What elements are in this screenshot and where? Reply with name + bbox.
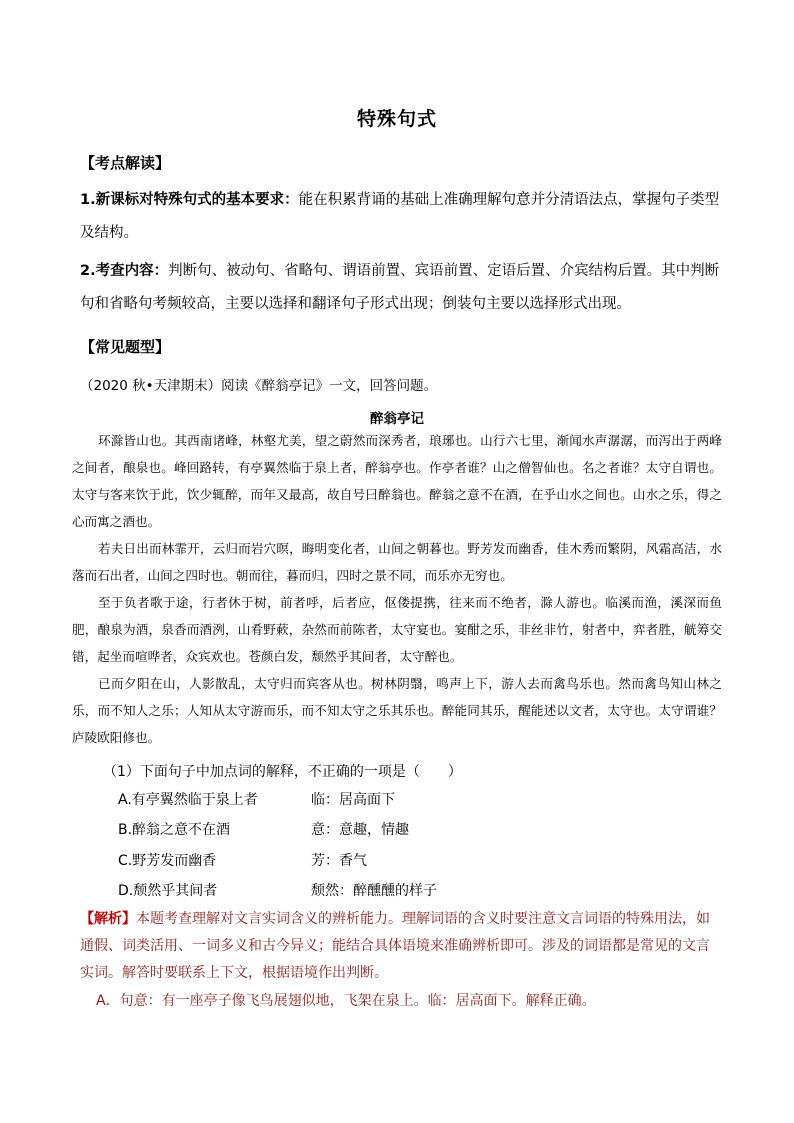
section-heading-question-types: 【常见题型】 [80, 338, 171, 356]
option-a-explanation: 临：居高面下 [311, 792, 395, 808]
requirements-label: 1.新课标对特殊句式的基本要求： [80, 192, 299, 208]
passage-paragraph-1: 环滁皆山也。其西南诸峰，林壑尤美，望之蔚然而深秀者，琅琊也。山行六七里，渐闻水声潺潺，而泻出于两峰之间者，酿泉也。峰回路转，有亭翼然临于泉上者，醉翁亭也。作亭者谁？山之僧智仙也。名之者谁？太守自谓也。太守与客来饮于此，饮少辄醉，而年又最高，故自号曰醉翁也。醉翁之意不在酒，在乎山水之间也。山水之乐，得之心而寓之酒也。 [72, 433, 722, 529]
section-heading-exam-points: 【考点解读】 [80, 154, 171, 172]
passage-title: 醉翁亭记 [370, 411, 424, 427]
analysis-tag: 【解析】 [80, 911, 136, 927]
requirements-line-1 [80, 184, 722, 217]
analysis-block [80, 906, 722, 987]
question-source: （2020 秋•天津期末）阅读《醉翁亭记》一文，回答问题。 [80, 378, 438, 394]
exam-content-text: 判断句、被动句、省略句、谓语前置、宾语前置、定语后置、介宾结构后置。其中判断 [168, 263, 720, 279]
exam-content-line-1 [80, 255, 722, 288]
requirements-text: 能在积累背诵的基础上准确理解句意并分清语法点，掌握句子类型 [298, 192, 720, 208]
option-c: C.野芳发而幽香 [118, 853, 217, 869]
passage-paragraph-4: 已而夕阳在山，人影散乱，太守归而宾客从也。树林阴翳，鸣声上下，游人去而禽鸟乐也。然而禽鸟知山林之乐，而不知人之乐；人知从太守游而乐，而不知太守之乐其乐也。醉能同其乐，醒能述以文者，太守也。太守谓谁？庐陵欧阳修也。 [72, 676, 722, 745]
passage-paragraph-2: 若夫日出而林霏开，云归而岩穴暝，晦明变化者，山间之朝暮也。野芳发而幽香，佳木秀而繁阴，风霜高洁，水落而石出者，山间之四时也。朝而往，暮而归，四时之景不同，而乐亦无穷也。 [72, 541, 722, 583]
analysis-text: 本题考查理解对文言实词含义的辨析能力。理解词语的含义时要注意文言词语的特殊用法，如通假、词类活用、一词多义和古今异义；能结合具体语境来准确辨析即可。涉及的词语都是常见的文言实词。解答时要联系上下文，根据语境作出判断。 [80, 911, 710, 981]
option-d: D.颓然乎其间者 [118, 883, 218, 899]
requirements-line-2: 及结构。 [80, 225, 138, 241]
passage-paragraph-3: 至于负者歌于途，行者休于树，前者呼，后者应，伛偻提携，往来而不绝者，滁人游也。临溪而渔，溪深而鱼肥，酿泉为酒，泉香而酒洌，山肴野蔌，杂然而前陈者，太守宴也。宴酣之乐，非丝非竹，射者中，弈者胜，觥筹交错，起坐而喧哗者，众宾欢也。苍颜白发，颓然乎其间者，太守醉也。 [72, 595, 722, 664]
option-b-explanation: 意：意趣，情趣 [311, 822, 409, 838]
exam-content-label: 2.考查内容： [80, 263, 169, 279]
page-title: 特殊句式 [356, 108, 437, 130]
question-1: （1）下面句子中加点词的解释，不正确的一项是（ ） [103, 764, 462, 780]
exam-content-line-2: 句和省略句考频较高，主要以选择和翻译句子形式出现；倒装句主要以选择形式出现。 [80, 296, 631, 312]
paragraph-exam-content [80, 255, 722, 321]
option-b: B.醉翁之意不在酒 [118, 822, 231, 838]
option-d-explanation: 颓然：醉醺醺的样子 [311, 883, 437, 899]
option-a: A.有亭翼然临于泉上者 [118, 792, 258, 808]
option-c-explanation: 芳：香气 [311, 853, 367, 869]
analysis-point-a: A．句意：有一座亭子像飞鸟展翅似地，飞架在泉上。临：居高面下。解释正确。 [96, 993, 596, 1009]
paragraph-requirements [80, 184, 722, 250]
